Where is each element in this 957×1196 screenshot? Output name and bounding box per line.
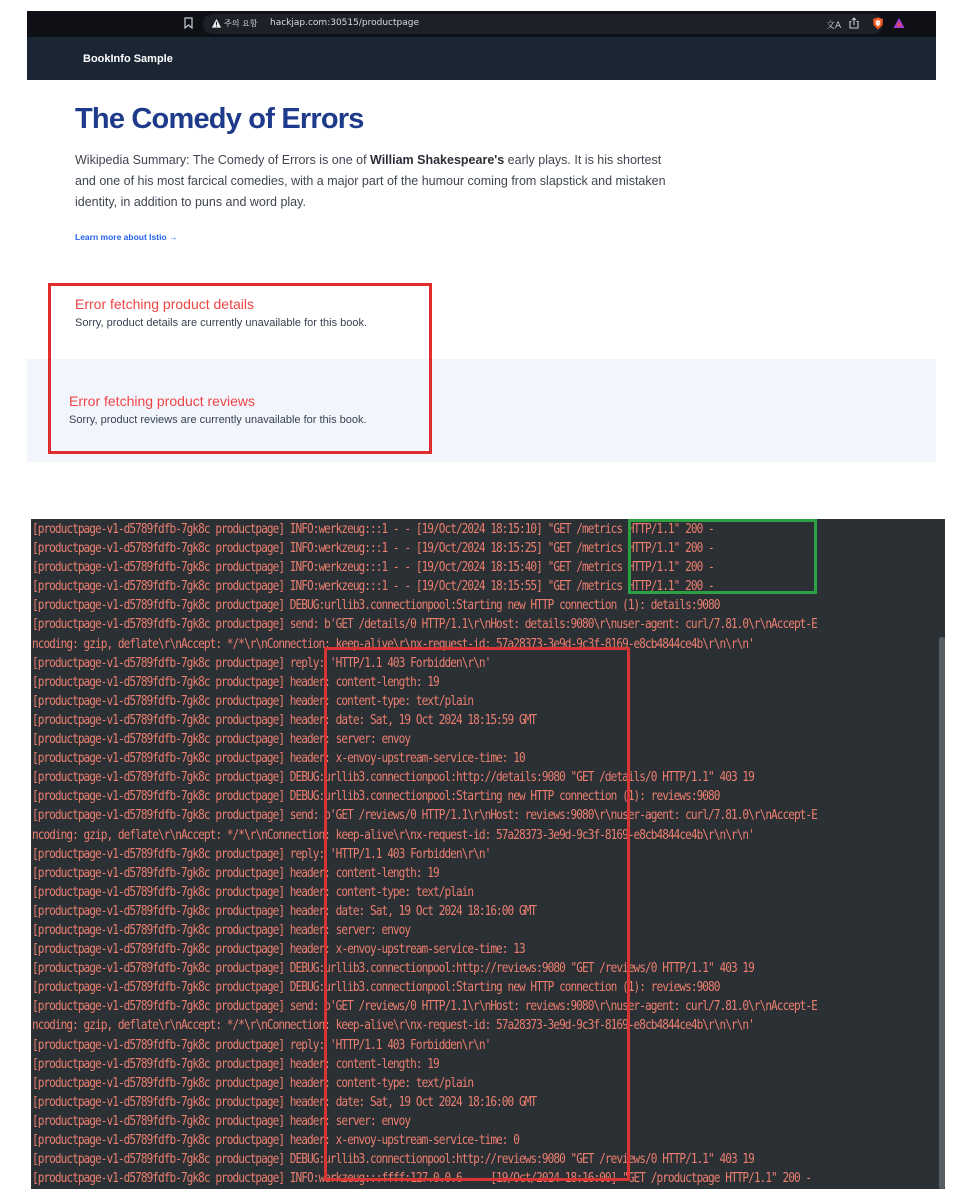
- warning-icon[interactable]: [211, 18, 222, 29]
- reviews-error-title: Error fetching product reviews: [69, 393, 255, 409]
- summary-suffix: early plays. It is his shortest and one of his most farcical comedies, with a major part of the humour coming from slapstick and mistaken identity, in addition to puns and word play.: [75, 153, 666, 209]
- log-line: [productpage-v1-d5789fdfb-7gk8c productpage] header: date: Sat, 19 Oct 2024 18:16:00 GMT: [32, 902, 537, 919]
- page-title: The Comedy of Errors: [75, 103, 364, 135]
- log-line: [productpage-v1-d5789fdfb-7gk8c productpage] header: x-envoy-upstream-service-time: 0: [32, 1131, 519, 1148]
- log-line: [productpage-v1-d5789fdfb-7gk8c productpage] reply: 'HTTP/1.1 403 Forbidden\r\n': [32, 845, 491, 862]
- log-line: [productpage-v1-d5789fdfb-7gk8c productpage] reply: 'HTTP/1.1 403 Forbidden\r\n': [32, 654, 491, 671]
- address-bar[interactable]: [203, 14, 883, 34]
- log-line: [productpage-v1-d5789fdfb-7gk8c productpage] header: content-length: 19: [32, 1055, 439, 1072]
- log-line: [productpage-v1-d5789fdfb-7gk8c productpage] INFO:werkzeug:::1 - - [19/Oct/2024 18:15:55] "GET /metrics HTTP/1.1" 200 -: [32, 577, 714, 594]
- log-line: [productpage-v1-d5789fdfb-7gk8c productpage] header: server: envoy: [32, 921, 411, 938]
- reply-highlight-box: [324, 647, 630, 1181]
- log-line: [productpage-v1-d5789fdfb-7gk8c productpage] header: content-type: text/plain: [32, 883, 474, 900]
- log-line: [productpage-v1-d5789fdfb-7gk8c productpage] DEBUG:urllib3.connectionpool:Starting new HTTP connection (1): reviews:9080: [32, 978, 720, 995]
- log-line: [productpage-v1-d5789fdfb-7gk8c productpage] INFO:werkzeug:::1 - - [19/Oct/2024 18:15:10] "GET /metrics HTTP/1.1" 200 -: [32, 520, 714, 537]
- log-line: [productpage-v1-d5789fdfb-7gk8c productpage] header: date: Sat, 19 Oct 2024 18:15:59 GMT: [32, 711, 537, 728]
- app-brand[interactable]: BookInfo Sample: [83, 53, 173, 65]
- log-line: [productpage-v1-d5789fdfb-7gk8c productpage] INFO:werkzeug:::1 - - [19/Oct/2024 18:15:40] "GET /metrics HTTP/1.1" 200 -: [32, 558, 714, 575]
- details-error-message: Sorry, product details are currently unavailable for this book.: [75, 317, 368, 329]
- book-summary: [75, 150, 675, 213]
- log-line: ncoding: gzip, deflate\r\nAccept: */*\r\nConnection: keep-alive\r\nx-request-id: 57a28373-3e9d-9c3f-8169-e8cb4844ce4b\r\n\r\n': [32, 635, 754, 651]
- log-line: [productpage-v1-d5789fdfb-7gk8c productpage] header: date: Sat, 19 Oct 2024 18:16:00 GMT: [32, 1093, 537, 1110]
- summary-prefix: Wikipedia Summary: The Comedy of Errors is one of: [75, 153, 371, 167]
- error-highlight-box: [48, 283, 432, 454]
- log-line: [productpage-v1-d5789fdfb-7gk8c productpage] header: x-envoy-upstream-service-time: 13: [32, 940, 525, 957]
- log-line: [productpage-v1-d5789fdfb-7gk8c productpage] send: b'GET /details/0 HTTP/1.1\r\nHost: details:9080\r\nuser-agent: curl/7.81.0\r\nAccept-E: [32, 616, 817, 632]
- log-line: [productpage-v1-d5789fdfb-7gk8c productpage] header: content-type: text/plain: [32, 1074, 474, 1091]
- log-line: [productpage-v1-d5789fdfb-7gk8c productpage] header: content-type: text/plain: [32, 692, 474, 709]
- log-line: [productpage-v1-d5789fdfb-7gk8c productpage] DEBUG:urllib3.connectionpool:http://reviews:9080 "GET /reviews/0 HTTP/1.1" 403 19: [32, 959, 754, 976]
- log-line: [productpage-v1-d5789fdfb-7gk8c productpage] header: server: envoy: [32, 730, 411, 747]
- log-line: [productpage-v1-d5789fdfb-7gk8c productpage] header: content-length: 19: [32, 864, 439, 881]
- log-line: [productpage-v1-d5789fdfb-7gk8c productpage] reply: 'HTTP/1.1 403 Forbidden\r\n': [32, 1036, 491, 1052]
- details-error-title: Error fetching product details: [75, 296, 254, 312]
- log-line: [productpage-v1-d5789fdfb-7gk8c productpage] INFO:werkzeug:::1 - - [19/Oct/2024 18:15:25] "GET /metrics HTTP/1.1" 200 -: [32, 539, 714, 556]
- log-line: [productpage-v1-d5789fdfb-7gk8c productpage] DEBUG:urllib3.connectionpool:http://reviews:9080 "GET /reviews/0 HTTP/1.1" 403 19: [32, 1150, 754, 1167]
- scrollbar-thumb[interactable]: [939, 637, 945, 1189]
- log-line: ncoding: gzip, deflate\r\nAccept: */*\r\nConnection: keep-alive\r\nx-request-id: 57a28373-3e9d-9c3f-8169-e8cb4844ce4b\r\n\r\n': [32, 1016, 754, 1033]
- share-icon[interactable]: [849, 17, 859, 29]
- bookmark-icon[interactable]: [184, 17, 193, 29]
- metrics-highlight-box: [628, 519, 817, 594]
- log-line: [productpage-v1-d5789fdfb-7gk8c productpage] send: b'GET /reviews/0 HTTP/1.1\r\nHost: reviews:9080\r\nuser-agent: curl/7.81.0\r\nAccept-E: [32, 997, 817, 1014]
- url-text[interactable]: hackjap.com:30515/productpage: [270, 18, 419, 28]
- brave-rewards-icon[interactable]: [893, 17, 905, 29]
- log-line: [productpage-v1-d5789fdfb-7gk8c productpage] DEBUG:urllib3.connectionpool:http://details:9080 "GET /details/0 HTTP/1.1" 403 19: [32, 768, 754, 785]
- log-line: [productpage-v1-d5789fdfb-7gk8c productpage] header: content-length: 19: [32, 673, 439, 690]
- security-warning-text[interactable]: 주의 요함: [224, 19, 258, 28]
- log-line: [productpage-v1-d5789fdfb-7gk8c productpage] INFO:werkzeug:::ffff:127.0.0.6 - - [19/Oct/2024 18:16:00] "GET /productpage HTTP/1.1" 200 -: [32, 1169, 812, 1186]
- summary-author: William Shakespeare's: [370, 153, 505, 167]
- terminal-scrollbar[interactable]: [939, 637, 945, 1189]
- log-line: [productpage-v1-d5789fdfb-7gk8c productpage] header: x-envoy-upstream-service-time: 10: [32, 749, 525, 766]
- reviews-error-message: Sorry, product reviews are currently unavailable for this book.: [69, 414, 367, 426]
- log-line: ncoding: gzip, deflate\r\nAccept: */*\r\nConnection: keep-alive\r\nx-request-id: 57a28373-3e9d-9c3f-8169-e8cb4844ce4b\r\n\r\n': [32, 826, 754, 842]
- log-line: [productpage-v1-d5789fdfb-7gk8c productpage] header: server: envoy: [32, 1112, 411, 1129]
- log-line: [productpage-v1-d5789fdfb-7gk8c productpage] send: b'GET /reviews/0 HTTP/1.1\r\nHost: reviews:9080\r\nuser-agent: curl/7.81.0\r\nAccept-E: [32, 806, 817, 823]
- browser-toolbar: [27, 11, 936, 37]
- translate-icon[interactable]: 文A: [826, 21, 842, 31]
- log-line: [productpage-v1-d5789fdfb-7gk8c productpage] DEBUG:urllib3.connectionpool:Starting new HTTP connection (1): reviews:9080: [32, 787, 720, 804]
- learn-more-link[interactable]: Learn more about Istio →: [75, 232, 178, 242]
- brave-shield-icon[interactable]: [872, 17, 884, 30]
- app-navbar: [27, 37, 936, 80]
- log-line: [productpage-v1-d5789fdfb-7gk8c productpage] DEBUG:urllib3.connectionpool:Starting new HTTP connection (1): details:9080: [32, 596, 720, 613]
